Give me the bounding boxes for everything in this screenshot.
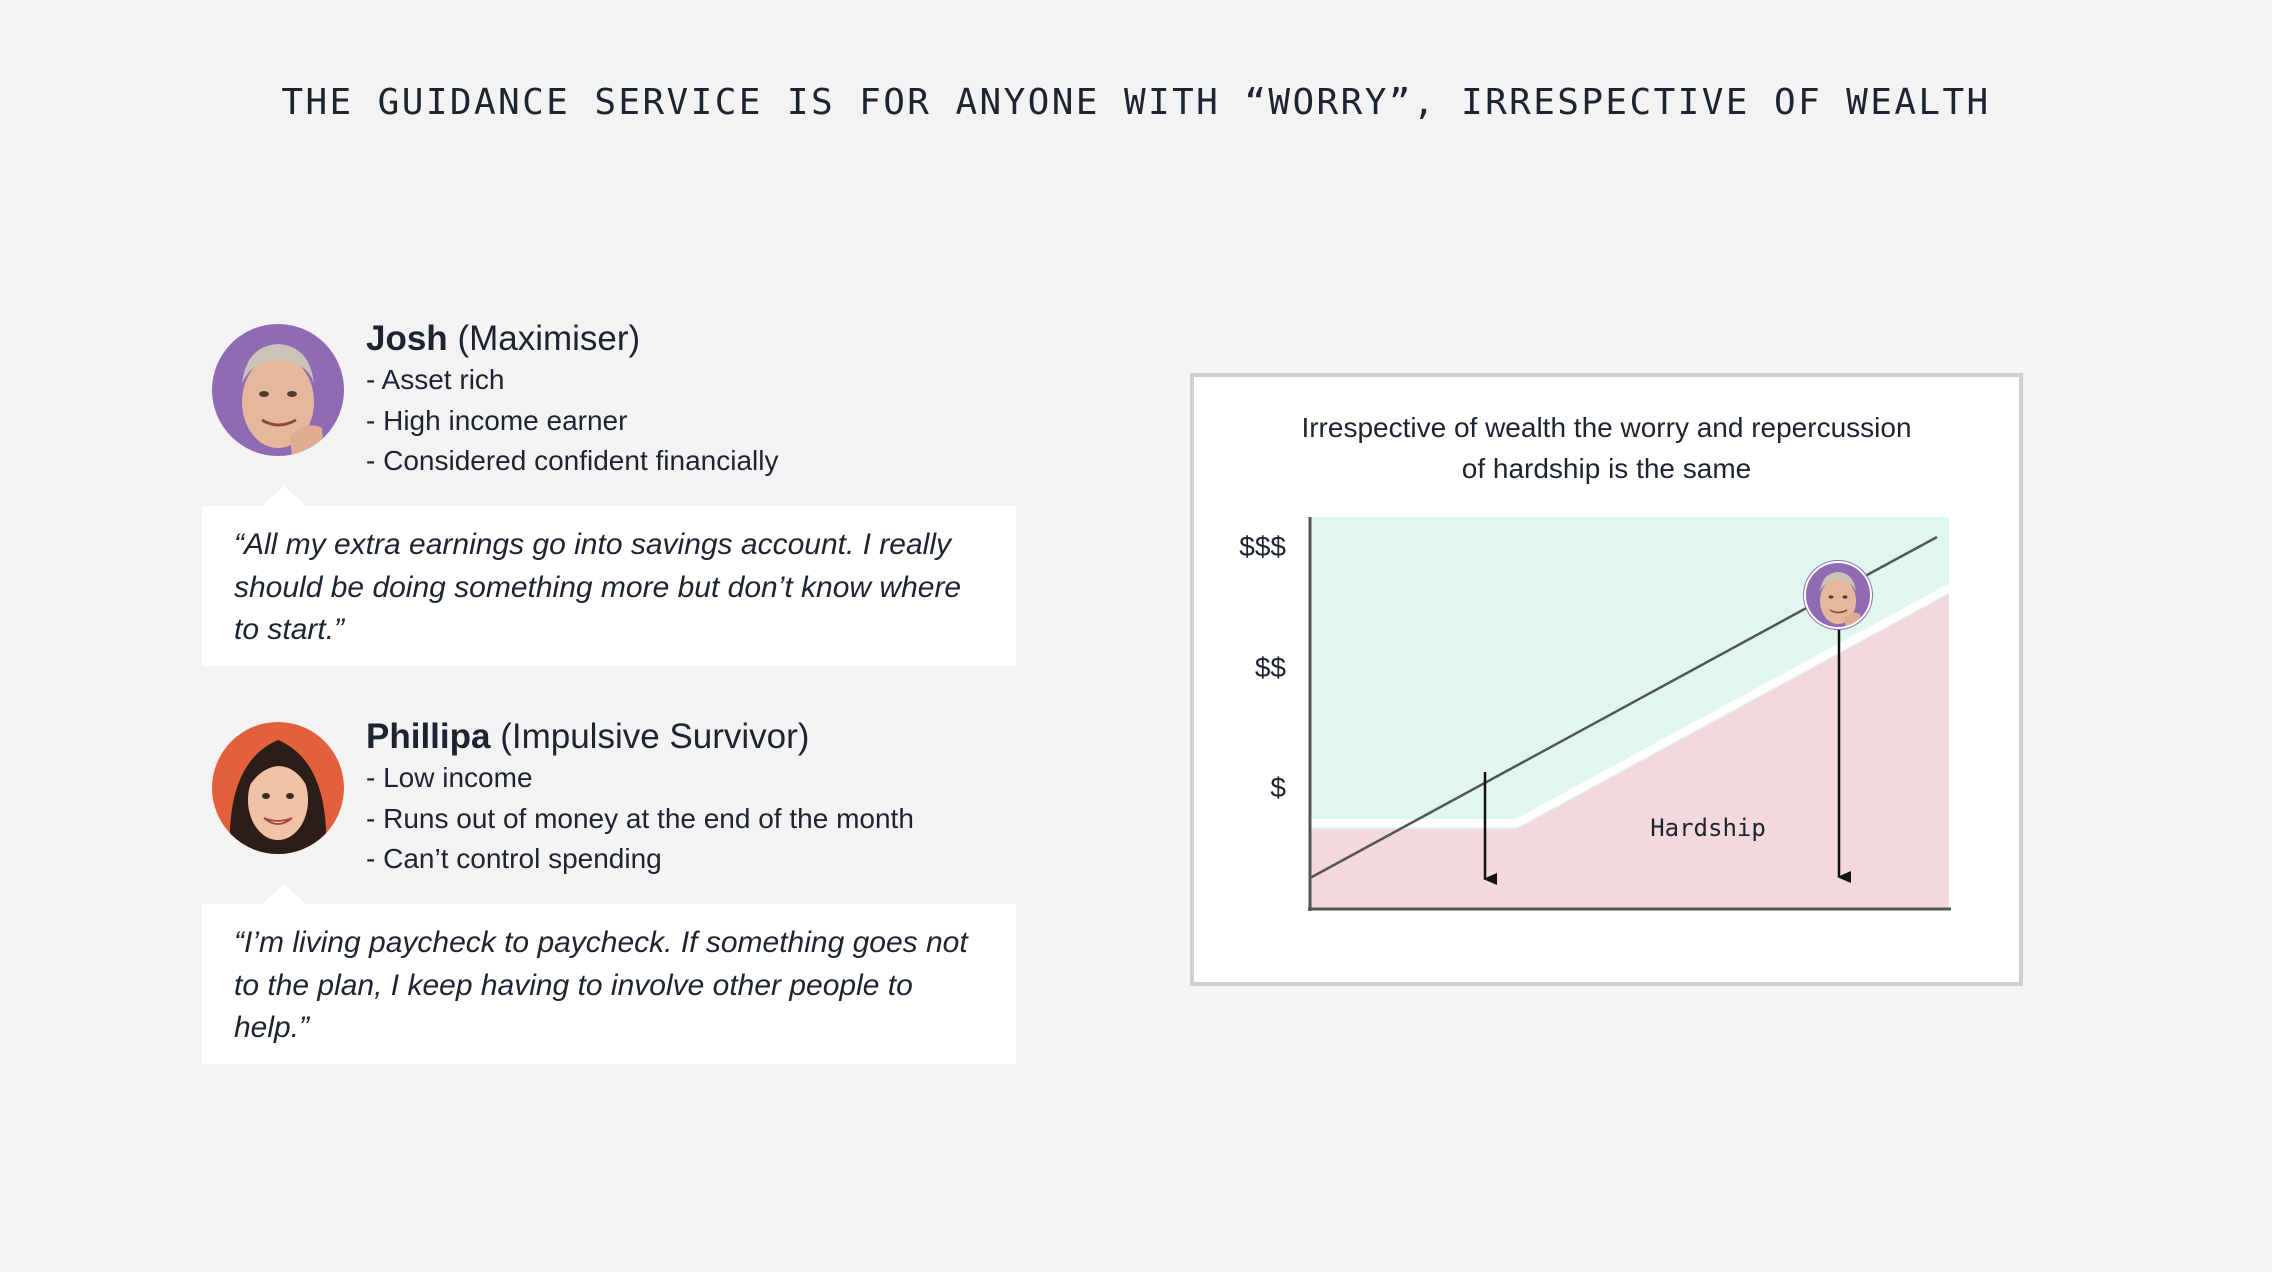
persona-card-phillipa [202,716,1016,1044]
persona-trait: - Low income [366,762,533,793]
persona-info [366,716,914,880]
persona-type: (Maximiser) [457,319,641,358]
avatar-josh [212,324,344,456]
persona-name-text: Josh [366,319,448,358]
persona-info [366,318,778,482]
hardship-diagram [1194,377,2019,982]
persona-trait: - Asset rich [366,364,505,395]
persona-header [202,318,1016,488]
persona-quote: “I’m living paycheck to paycheck. If something goes not to the plan, I keep having to involve other people to help.” [202,904,1016,1064]
avatar-phillipa [212,722,344,854]
y-label-mid: $$ [1254,652,1286,683]
y-label-low: $ [1270,772,1286,803]
persona-card-josh [202,318,1016,646]
diagram-title-line: of hardship is the same [1461,453,1752,484]
page-title: THE GUIDANCE SERVICE IS FOR ANYONE WITH “WORRY”, IRRESPECTIVE OF WEALTH [281,82,1991,123]
persona-quote: “All my extra earnings go into savings account. I really should be doing something more but don’t know where to start.” [202,506,1016,666]
persona-name [366,716,914,758]
hardship-label: Hardship [1650,814,1766,842]
persona-trait: - High income earner [366,404,628,436]
persona-trait: - Runs out of money at the end of the month [366,802,914,834]
hardship-diagram-card [1190,373,2023,986]
y-label-high: $$$ [1239,531,1286,562]
persona-type: (Impulsive Survivor) [500,717,810,756]
persona-trait: - Can’t control spending [366,843,662,874]
josh-marker-icon [1803,560,1873,630]
persona-name-text: Phillipa [366,717,491,756]
persona-header [202,716,1016,886]
persona-trait: - Considered confident financially [366,445,779,476]
phillipa-portrait-icon [212,722,344,854]
persona-name [366,318,778,360]
josh-portrait-icon [212,324,344,456]
diagram-title-line: Irrespective of wealth the worry and repercussion [1301,412,1912,443]
